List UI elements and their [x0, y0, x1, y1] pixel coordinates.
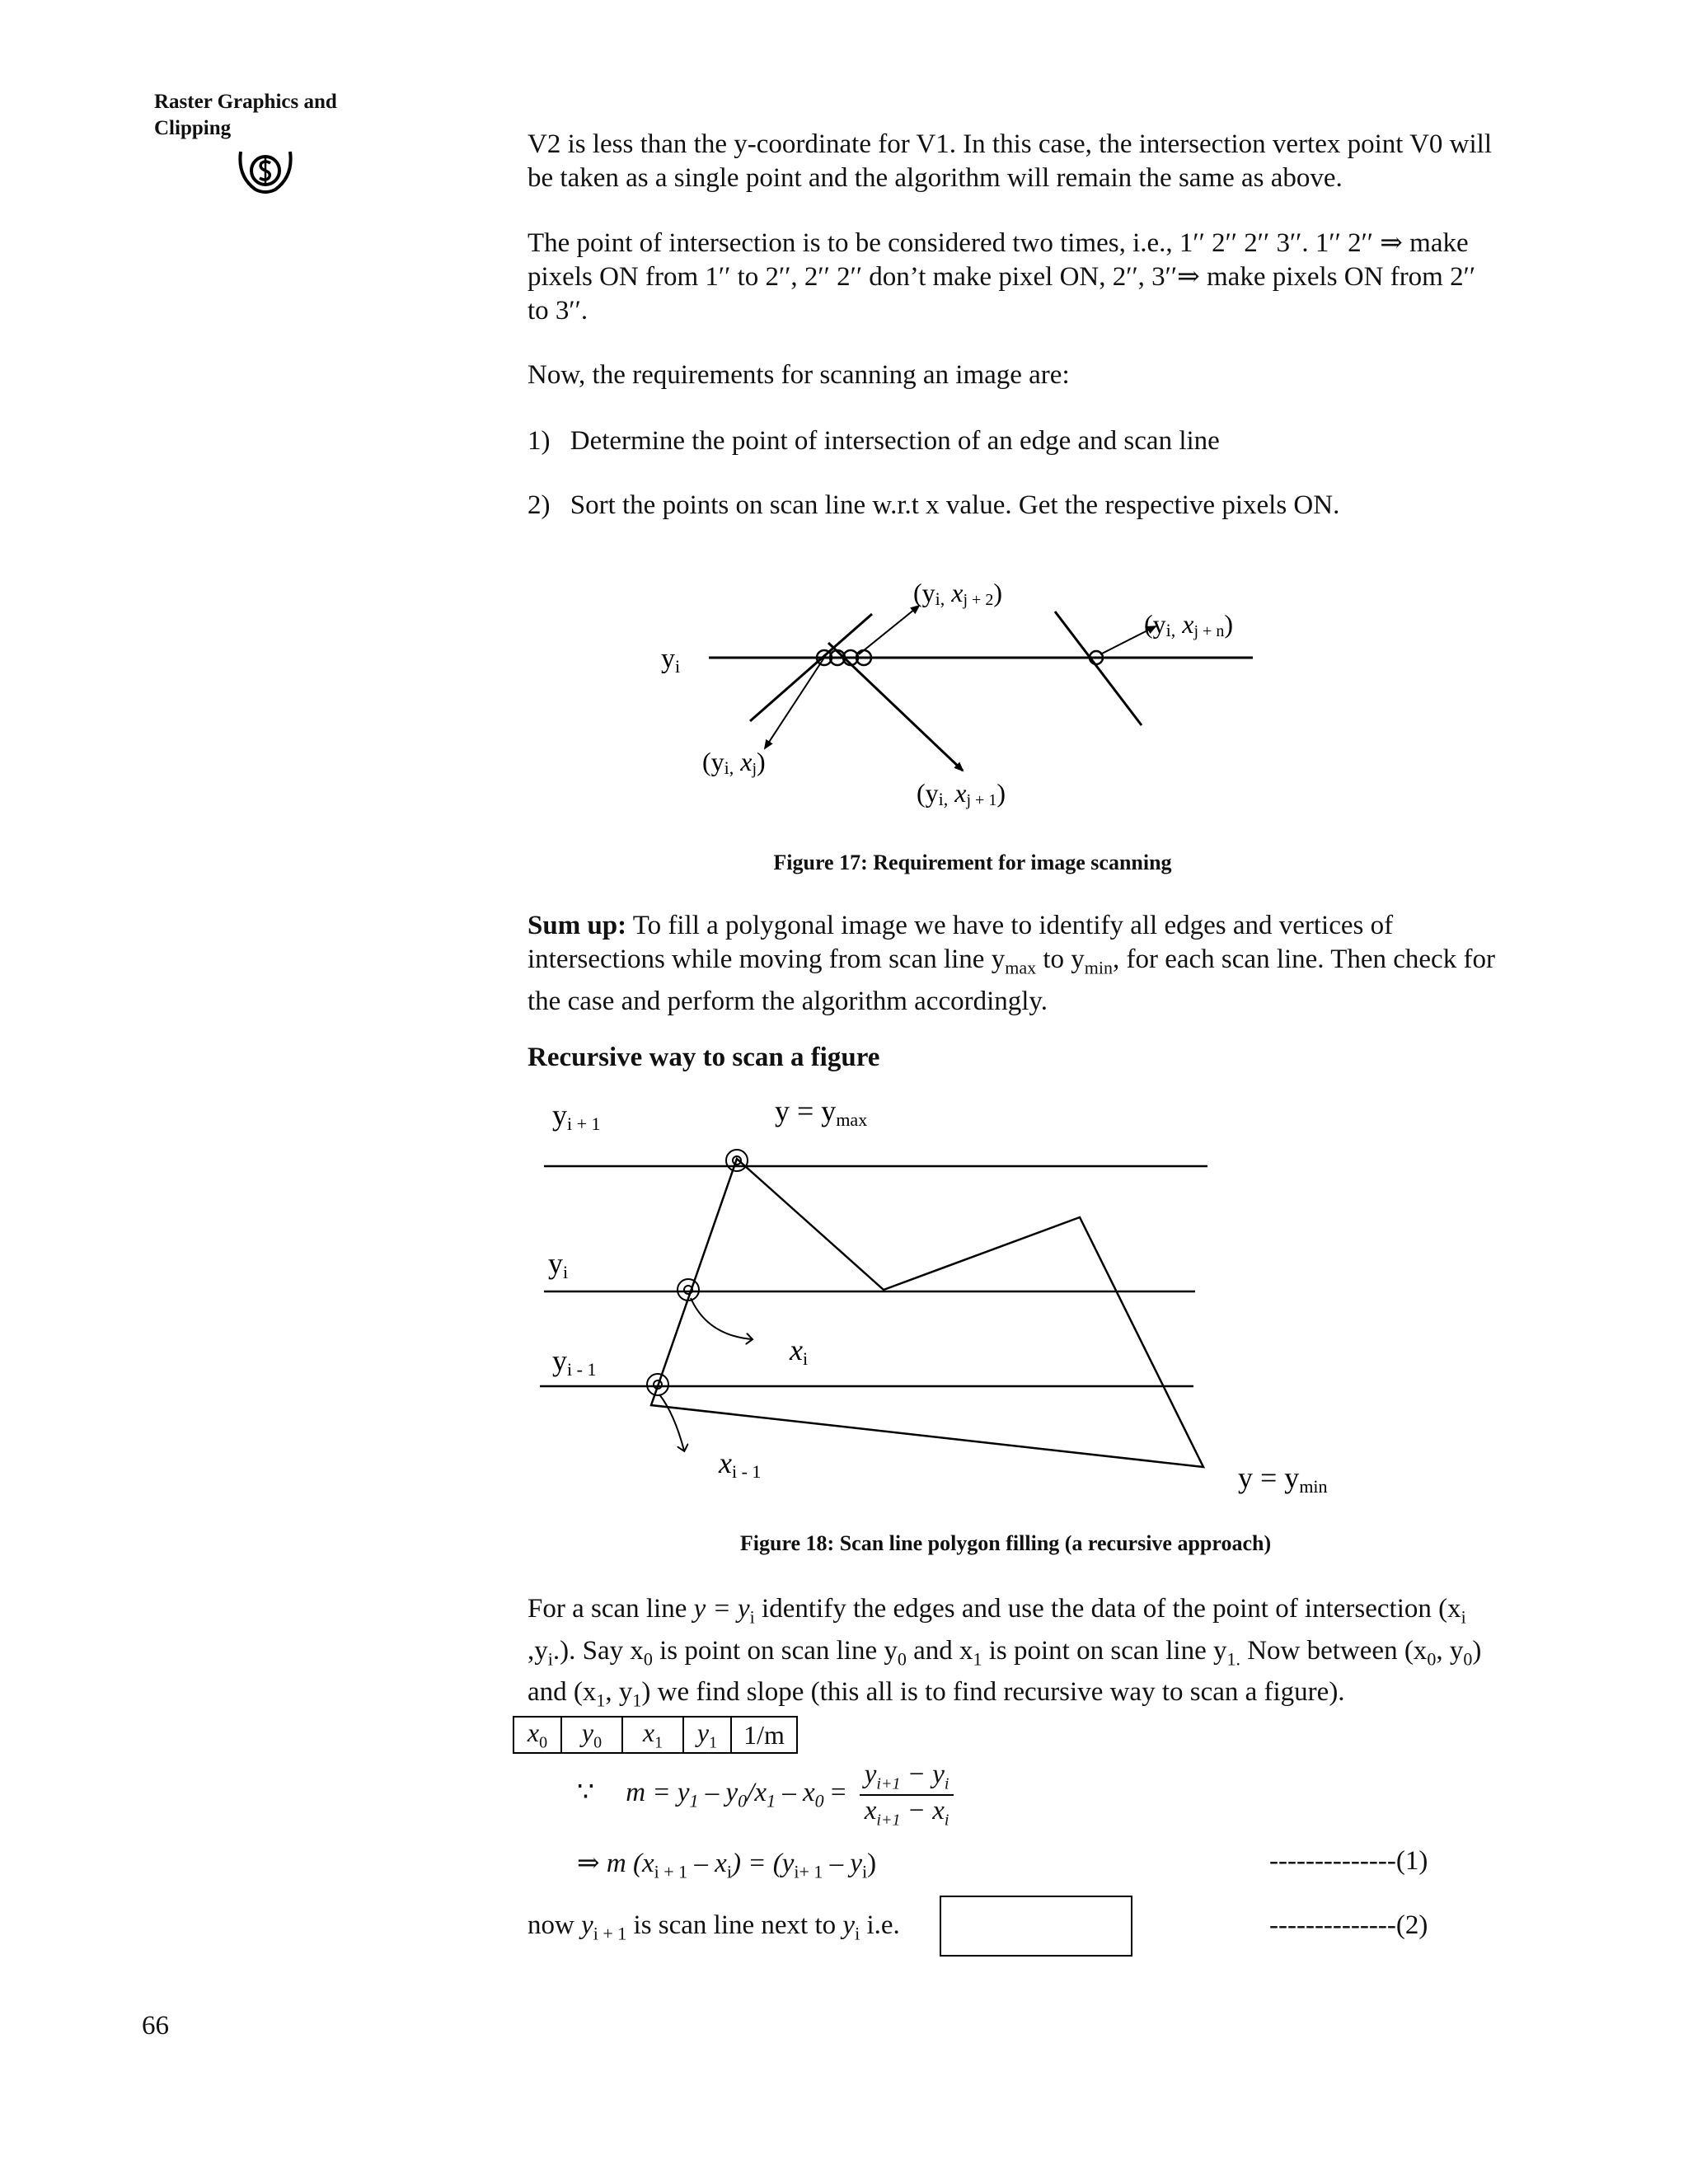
label-yi-xjn: (yi, xj + n)	[1144, 609, 1233, 640]
table-cell: 1/m	[731, 1717, 797, 1753]
list-text: Determine the point of intersection of an edge and scan line	[570, 426, 1220, 456]
sumup-text: to y	[1036, 944, 1085, 974]
pointer-arrow	[659, 1394, 684, 1451]
pointer-arrow	[859, 606, 919, 654]
list-number: 2)	[528, 490, 551, 520]
sumup-label: Sum up:	[528, 911, 627, 940]
pointer-arrow	[765, 658, 824, 748]
table-cell: $x_0$	[513, 1717, 561, 1753]
heading-recursive: Recursive way to scan a figure	[528, 1043, 880, 1072]
label-yi-xj1: (yi, xj + 1)	[917, 778, 1006, 809]
paragraph-v2: V2 is less than the y-coordinate for V1. In this case, the intersection vertex point V0 will be taken as a single point and the algorithm will remain the same as above.	[528, 129, 1493, 193]
table-cell: $y_1$	[683, 1717, 731, 1753]
table-cell: $x_1$	[622, 1717, 683, 1753]
figure-17-diagram	[643, 569, 1302, 824]
table-row	[513, 1717, 797, 1753]
slope-fraction: $\frac{y_{i+1} - y_i}{x_{i+1} - x_i}$	[860, 1760, 954, 1830]
paragraph-sumup	[528, 909, 1500, 1019]
list-number: 1)	[528, 426, 551, 456]
figure-17-caption: Figure 17: Requirement for image scanning	[773, 851, 1172, 874]
equation-2-tag: --------------(2)	[1269, 1910, 1428, 1940]
list-item	[528, 489, 1500, 523]
sumup-sub: min	[1084, 957, 1114, 978]
equation-1-tag: --------------(1)	[1269, 1846, 1428, 1876]
label-yi-xj2: (yi, xj + 2)	[913, 578, 1002, 609]
list-item	[528, 424, 1500, 458]
list-text: Sort the points on scan line w.r.t x value. Get the respective pixels ON.	[570, 490, 1340, 520]
label-yi-plus-1: yi + 1	[552, 1099, 601, 1134]
edge-line	[1055, 612, 1142, 725]
equation-1: ⇒ m $(x_{i + 1} - x_i) = (y_{i+ 1} - y_i)$	[577, 1849, 877, 1882]
slope-equation: ∵ $m = y_1 - y_0/x_1 - x_0$ = $\frac{y_{i+1} - y_i}{x_{i+1} - x_i}$	[577, 1760, 954, 1830]
paragraph-scan-line: For a scan line $y = y_i$ identify the edges and use the data of the point of intersection ($x_i$ $,y_i$.). Say $x_0$ is point on scan line $y_0$ and $x_1$ is point on scan line $y_{1.}$ Now between ($x_0$, $y_0$) and ($x_1$, $y_1$) we find slope (this all is to find recursive way to scan a figure).	[528, 1594, 1482, 1711]
pointer-arrow	[691, 1298, 752, 1339]
slope-table	[513, 1716, 798, 1754]
equation-2: now $y_{i + 1}$ is scan line next to $y_i$ i.e.	[528, 1910, 900, 1944]
page-number: 66	[142, 2011, 169, 2041]
section-title: Raster Graphics and Clipping	[154, 91, 337, 139]
ignou-logo-icon	[232, 143, 298, 196]
paragraph-intersection: The point of intersection is to be considered two times, i.e., 1′′ 2′′ 2′′ 3′′. 1′′ 2′′ ⇒ make pixels ON from 1′′ to 2′′, 2′′ 2′′ don’t make pixel ON, 2′′, 3′′⇒ make pixels ON from 2′′ to 3′′.	[528, 228, 1476, 326]
sumup-text: To fill a polygonal image we have to identify all edges and vertices of intersections while moving from scan line y	[528, 911, 1394, 974]
polygon-shape	[651, 1159, 1203, 1467]
empty-box	[940, 1896, 1132, 1957]
label-xi-minus-1: xi - 1	[719, 1446, 762, 1482]
label-y-ymin: y = ymin	[1238, 1461, 1328, 1497]
table-cell: $y_0$	[561, 1717, 622, 1753]
label-xi: xi	[790, 1333, 809, 1369]
label-yi: yi	[548, 1247, 569, 1282]
label-yi: yi	[661, 644, 681, 677]
label-yi-xj: (yi, xj)	[702, 747, 766, 778]
edge-line	[828, 643, 963, 771]
figure-18-diagram	[528, 1088, 1401, 1516]
figure-18-caption: Figure 18: Scan line polygon filling (a recursive approach)	[739, 1531, 1272, 1555]
sumup-sub: max	[1005, 957, 1037, 978]
paragraph-requirements: Now, the requirements for scanning an image are:	[528, 360, 1070, 390]
sumup-text: , for each scan line. Then check for the case and perform the algorithm accordingly.	[528, 944, 1495, 1016]
label-yi-minus-1: yi - 1	[552, 1344, 597, 1380]
label-y-ymax: y = ymax	[775, 1094, 868, 1130]
